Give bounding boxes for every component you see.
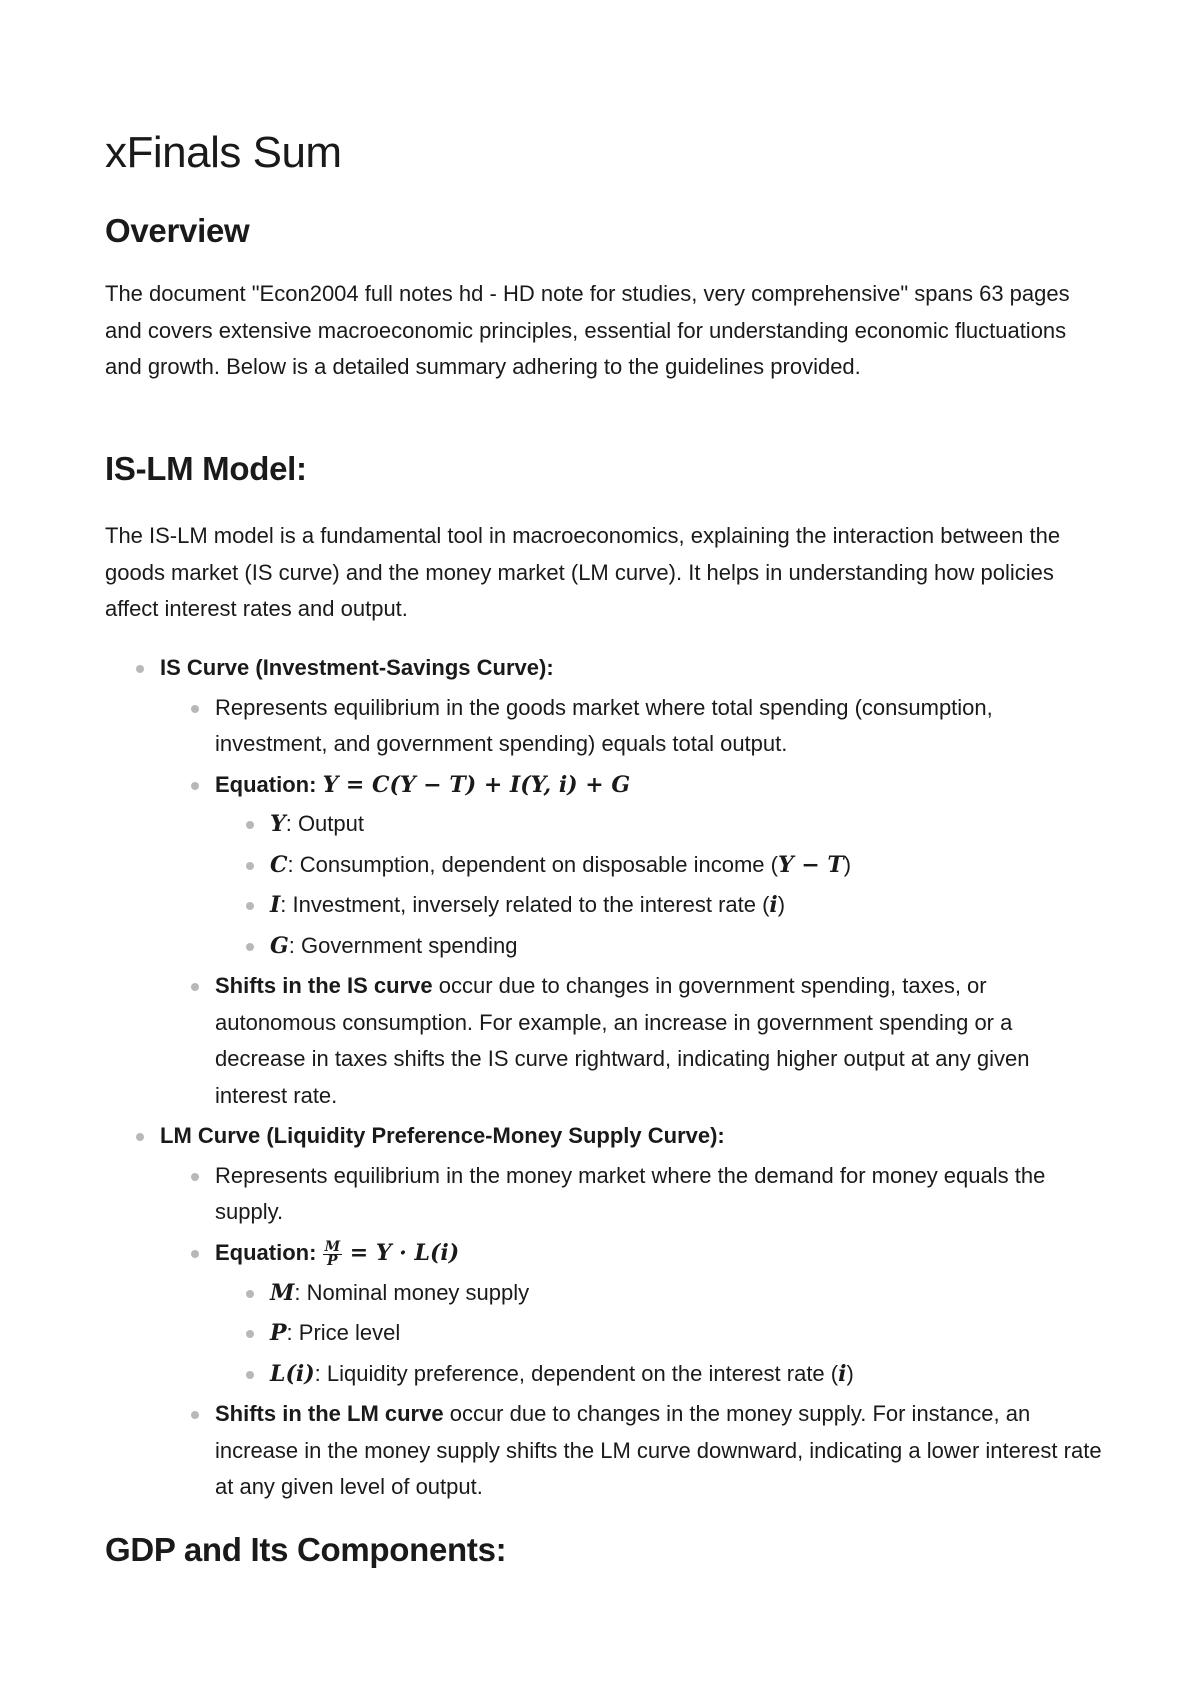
variable-description: : Liquidity preference, dependent on the interest rate ( <box>314 1360 839 1386</box>
variable-description: : Nominal money supply <box>294 1279 530 1305</box>
fraction-denominator: P <box>327 1252 338 1269</box>
list-item <box>160 1158 1105 1231</box>
islm-heading: IS-LM Model: <box>105 450 307 487</box>
lm-shift-label: Shifts in the LM curve <box>215 1401 444 1427</box>
is-shift-text: occur due to changes in government spending, taxes, or autonomous consumption. For example, an increase in government spending or a decrease in taxes shifts the IS curve rightward, indicating higher output at any given interest rate. <box>215 973 1030 1108</box>
fraction-numerator: M <box>324 1238 341 1255</box>
bullet-icon <box>191 983 199 991</box>
variable-description: : Price level <box>286 1320 401 1346</box>
overview-heading: Overview <box>105 212 250 249</box>
is-equation: Y = C(Y − T) + I(Y, i) + G <box>322 771 631 798</box>
bullet-icon <box>246 821 254 829</box>
bullet-icon <box>191 1250 199 1258</box>
bullet-icon <box>246 1330 254 1338</box>
list-item <box>160 1235 1105 1393</box>
equation-rest: = Y · L(i) <box>342 1240 460 1267</box>
bullet-icon <box>246 943 254 951</box>
bullet-icon <box>136 1133 144 1141</box>
inline-math: i <box>769 892 778 918</box>
variable-description: : Consumption, dependent on disposable income ( <box>287 851 778 877</box>
inline-math: i <box>838 1360 847 1387</box>
bullet-icon <box>246 1371 254 1379</box>
is-curve-description: Represents equilibrium in the goods market where total spending (consumption, investment, and government spending) equals total output. <box>215 694 993 756</box>
lm-equation <box>323 1235 460 1272</box>
variable-symbol: C <box>270 851 288 878</box>
inline-math: Y − T <box>777 851 844 878</box>
list-item <box>215 1315 1105 1352</box>
list-item-lm-curve <box>105 1118 1105 1506</box>
lm-curve-label: LM Curve (Liquidity Preference-Money Supply Curve): <box>160 1123 725 1148</box>
list-item-is-curve <box>105 650 1105 1114</box>
closing-paren: ) <box>846 1360 854 1386</box>
bullet-icon <box>246 862 254 870</box>
variable-description: : Investment, inversely related to the interest rate ( <box>280 892 770 917</box>
variable-description: : Government spending <box>288 932 518 958</box>
fraction <box>323 1238 343 1269</box>
bullet-icon <box>246 902 254 910</box>
lm-shift-text: occur due to changes in the money supply. For instance, an increase in the money supply shifts the LM curve downward, indicating a lower interest rate at any given level of output. <box>215 1401 1102 1500</box>
bullet-icon <box>191 782 199 790</box>
bullet-icon <box>191 1411 199 1419</box>
variable-symbol: Y <box>270 811 286 837</box>
list-item <box>160 1396 1105 1506</box>
gdp-heading: GDP and Its Components: <box>105 1531 507 1568</box>
overview-paragraph: The document "Econ2004 full notes hd - HD note for studies, very comprehensive" spans 63 pages and covers extensive macroeconomic principles, essential for understanding economic fluctuations and growth. Below is a detailed summary adhering to the guidelines provided. <box>105 281 1070 379</box>
is-curve-label: IS Curve (Investment-Savings Curve): <box>160 655 554 680</box>
variable-symbol: L(i) <box>270 1360 315 1387</box>
list-item <box>160 690 1105 763</box>
bullet-icon <box>191 705 199 713</box>
variable-symbol: M <box>270 1279 295 1306</box>
list-item <box>215 1356 1105 1393</box>
lm-curve-description: Represents equilibrium in the money market where the demand for money equals the supply. <box>215 1162 1046 1224</box>
list-item <box>160 968 1105 1114</box>
lm-equation-label: Equation: <box>215 1239 317 1265</box>
variable-symbol: G <box>270 932 289 959</box>
list-item <box>215 928 1105 965</box>
list-item <box>215 806 1105 843</box>
page-title: xFinals Sum <box>105 128 342 177</box>
list-item <box>215 887 1105 924</box>
is-shift-label: Shifts in the IS curve <box>215 973 433 998</box>
list-item <box>215 847 1105 884</box>
bullet-icon <box>136 665 144 673</box>
islm-intro-paragraph: The IS-LM model is a fundamental tool in macroeconomics, explaining the interaction between the goods market (IS curve) and the money market (LM curve). It helps in understanding how policies affect interest rates and output. <box>105 523 1061 621</box>
is-equation-label: Equation: <box>215 771 317 797</box>
variable-description: : Output <box>285 811 364 836</box>
islm-bullet-list <box>105 650 1105 1510</box>
closing-paren: ) <box>843 851 852 877</box>
variable-symbol: P <box>270 1320 287 1347</box>
bullet-icon <box>246 1290 254 1298</box>
list-item <box>215 1275 1105 1312</box>
bullet-icon <box>191 1173 199 1181</box>
closing-paren: ) <box>777 892 786 917</box>
variable-symbol: I <box>270 892 281 918</box>
list-item <box>160 767 1105 965</box>
